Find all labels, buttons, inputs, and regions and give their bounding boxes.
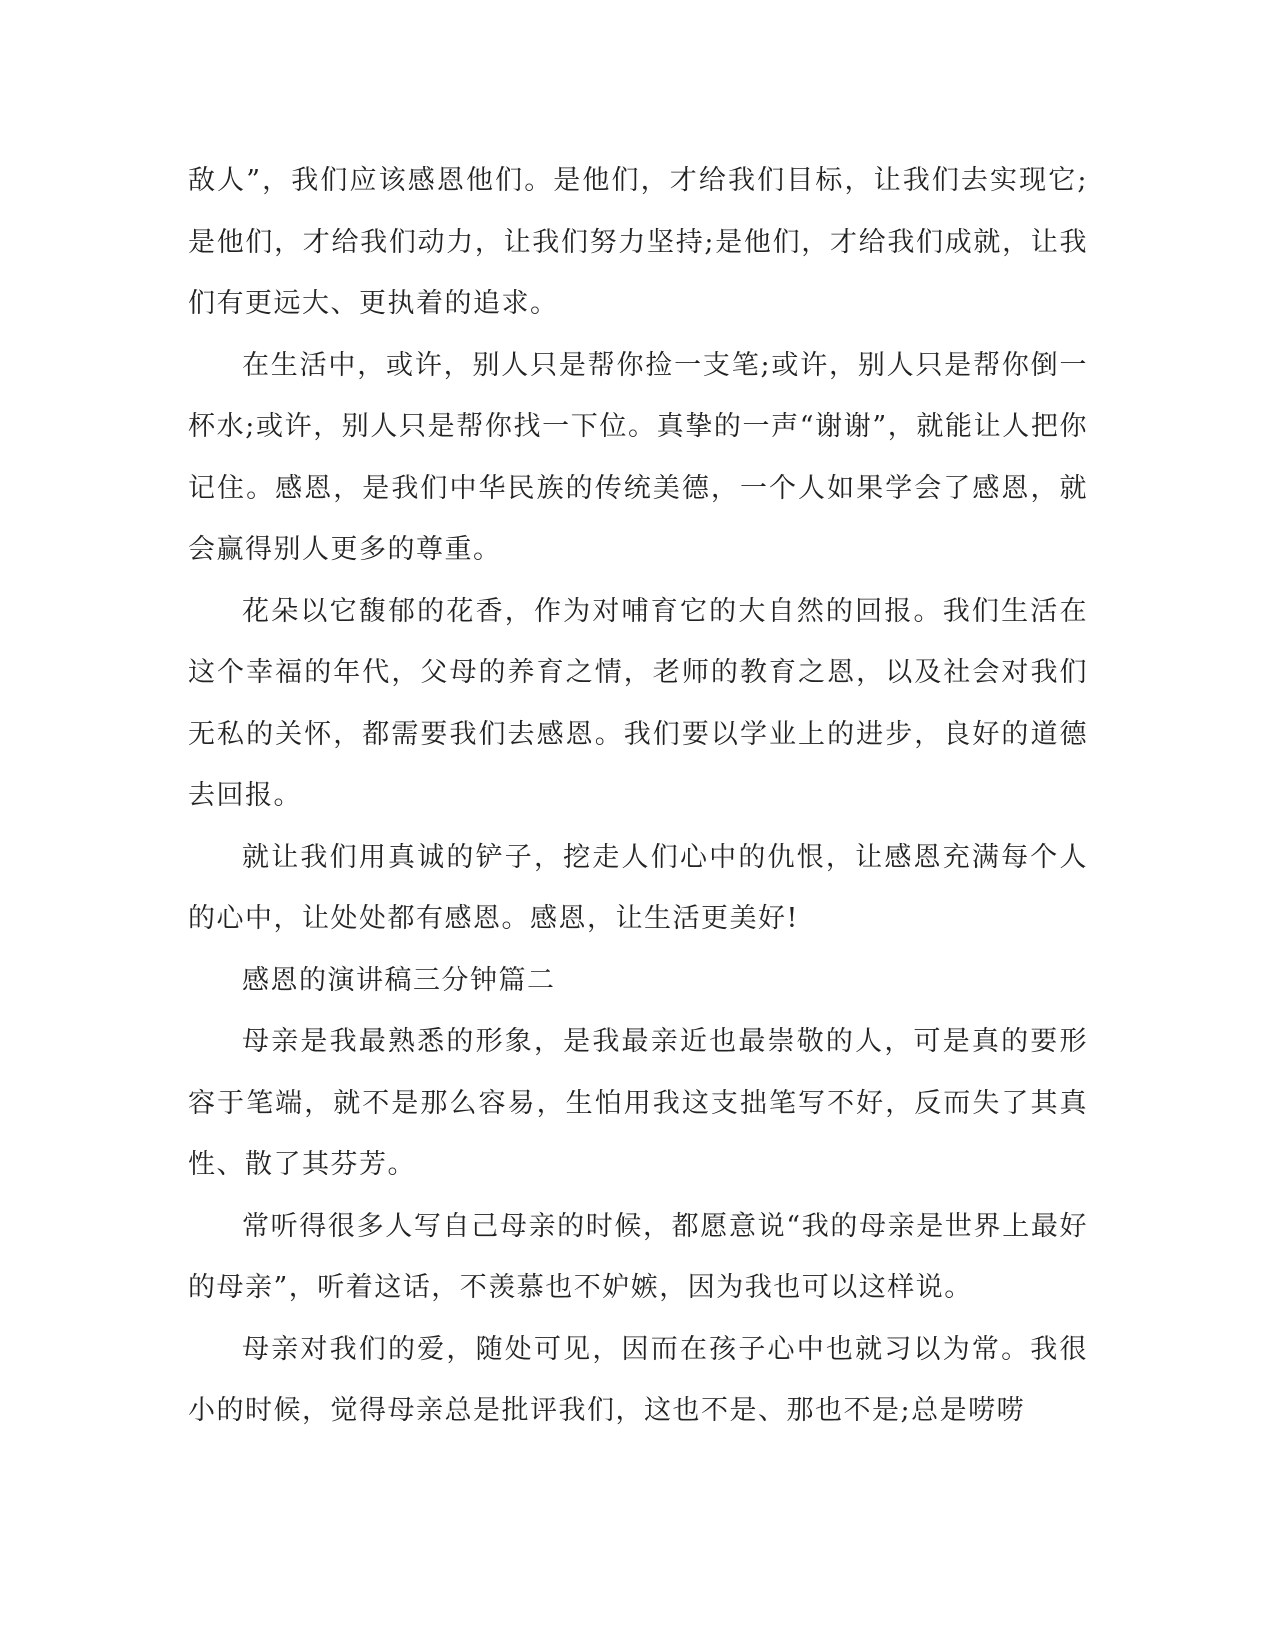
section-heading: 感恩的演讲稿三分钟篇二 [242, 964, 556, 996]
paragraph: 常听得很多人写自己母亲的时候，都愿意说“我的母亲是世界上最好的母亲”，听着这话，不羡慕也不妒嫉，因为我也可以这样说。 [188, 1210, 1088, 1303]
paragraph: 在生活中，或许，别人只是帮你捡一支笔;或许，别人只是帮你倒一杯水;或许，别人只是帮你找一下位。真挚的一声“谢谢”，就能让人把你记住。感恩，是我们中华民族的传统美德，一个人如果学会了感恩，就会赢得别人更多的尊重。 [188, 349, 1088, 565]
paragraph: 就让我们用真诚的铲子，挖走人们心中的仇恨，让感恩充满每个人的心中，让处处都有感恩。感恩，让生活更美好! [188, 841, 1088, 934]
paragraph: 母亲是我最熟悉的形象，是我最亲近也最崇敬的人，可是真的要形容于笔端，就不是那么容易，生怕用我这支拙笔写不好，反而失了其真性、散了其芬芳。 [188, 1026, 1088, 1180]
paragraph: 母亲对我们的爱，随处可见，因而在孩子心中也就习以为常。我很小的时候，觉得母亲总是批评我们，这也不是、那也不是;总是唠唠 [188, 1333, 1088, 1426]
paragraph-continued: 敌人”，我们应该感恩他们。是他们，才给我们目标，让我们去实现它;是他们，才给我们动力，让我们努力坚持;是他们，才给我们成就，让我们有更远大、更执着的追求。 [188, 165, 1088, 319]
paragraph: 花朵以它馥郁的花香，作为对哺育它的大自然的回报。我们生活在这个幸福的年代，父母的养育之情，老师的教育之恩，以及社会对我们无私的关怀，都需要我们去感恩。我们要以学业上的进步，良好的道德去回报。 [188, 595, 1088, 811]
document-body [188, 150, 1088, 1442]
